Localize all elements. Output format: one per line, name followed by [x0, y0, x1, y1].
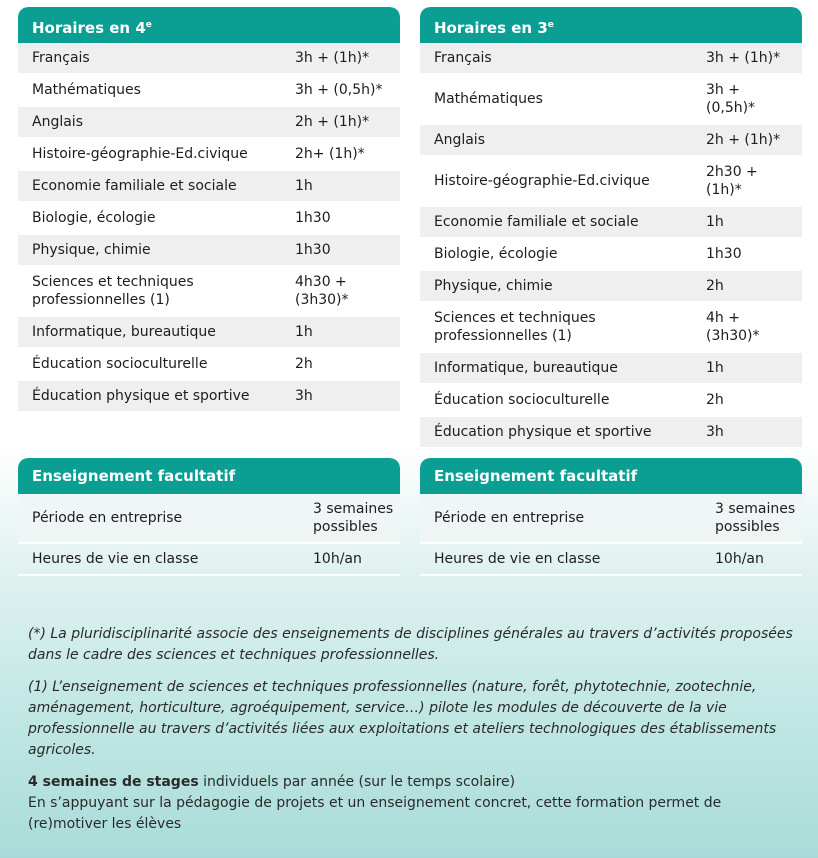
subject-cell: Heures de vie en classe	[434, 551, 601, 567]
footnote-pluridisciplinarity: (*) La pluridisciplinarité associe des enseignements de disciplines générales au travers d’activités proposées dans le cadre des sciences et techniques professionnelles.	[28, 626, 793, 663]
table-row	[18, 107, 400, 139]
subject-cell: Histoire-géographie-Ed.civique	[32, 146, 248, 162]
subject-cell: Physique, chimie	[434, 278, 553, 294]
hours-cell: 3h	[706, 424, 724, 440]
subject-cell: Mathématiques	[434, 91, 543, 107]
stages-bold: 4 semaines de stages	[28, 774, 199, 790]
table-row	[18, 171, 400, 203]
table-row	[420, 303, 802, 353]
schedule-3e-header	[420, 7, 802, 43]
hours-cell: 1h30	[295, 210, 331, 226]
subject-cell: Biologie, écologie	[434, 246, 558, 262]
table-row	[18, 203, 400, 235]
table-row	[420, 125, 802, 157]
subject-cell: Éducation socioculturelle	[434, 392, 610, 408]
subject-cell: Histoire-géographie-Ed.civique	[434, 173, 650, 189]
hours-cell: 10h/an	[715, 551, 764, 567]
table-row	[420, 271, 802, 303]
optional-left-header: Enseignement facultatif	[18, 458, 400, 494]
subject-cell: Physique, chimie	[32, 242, 151, 258]
hours-cell: 3h + (1h)*	[706, 50, 781, 66]
subject-cell: Éducation physique et sportive	[434, 424, 652, 440]
hours-cell: 10h/an	[313, 551, 362, 567]
hours-cell: 1h	[706, 360, 724, 376]
hours-cell: 2h + (1h)*	[706, 132, 781, 148]
hours-cell: 2h30 + (1h)*	[706, 164, 758, 198]
subject-cell: Éducation physique et sportive	[32, 388, 250, 404]
table-row	[420, 207, 802, 239]
table-row	[420, 157, 802, 207]
hours-cell: 3h + (1h)*	[295, 50, 370, 66]
optional-left-rows	[18, 494, 400, 576]
subject-cell: Anglais	[434, 132, 485, 148]
hours-cell: 1h30	[295, 242, 331, 258]
table-row	[18, 75, 400, 107]
schedule-3e-title-sup: e	[547, 20, 554, 30]
footnote-stp: (1) L’enseignement de sciences et techniques professionnelles (nature, forêt, phytotechnie, zootechnie, aménagement, horticulture, agroéquipement, service…) pilote les modules de découverte de la vie professionnelle au travers d’activités liées aux exploitations et ateliers technologiques des établissements agricoles.	[28, 679, 777, 758]
subject-cell: Période en entreprise	[434, 510, 585, 526]
table-row	[18, 494, 400, 544]
hours-cell: 1h	[295, 324, 313, 340]
subject-cell: Informatique, bureautique	[434, 360, 618, 376]
stages-rest: individuels par année (sur le temps scolaire)	[198, 774, 516, 790]
subject-cell: Sciences et techniques professionnelles (1)	[32, 274, 194, 308]
subject-cell: Anglais	[32, 114, 83, 130]
optional-right-card	[420, 458, 802, 576]
schedule-4e-rows	[18, 43, 400, 413]
stages-info	[28, 772, 798, 793]
hours-cell: 4h30 + (3h30)*	[295, 274, 349, 308]
table-row	[18, 267, 400, 317]
hours-cell: 1h	[706, 214, 724, 230]
schedule-3e-title: Horaires en 3	[434, 19, 548, 37]
schedule-4e-header	[18, 7, 400, 43]
subject-cell: Français	[32, 50, 90, 66]
schedule-3e-rows	[420, 43, 802, 449]
hours-cell: 2h	[706, 392, 724, 408]
table-row	[420, 239, 802, 271]
subject-cell: Economie familiale et sociale	[32, 178, 237, 194]
subject-cell: Informatique, bureautique	[32, 324, 216, 340]
table-row	[18, 544, 400, 576]
hours-cell: 2h	[706, 278, 724, 294]
hours-cell: 3h	[295, 388, 313, 404]
table-row	[18, 349, 400, 381]
schedule-4e-title-sup: e	[145, 20, 152, 30]
optional-right-header: Enseignement facultatif	[420, 458, 802, 494]
hours-cell: 2h	[295, 356, 313, 372]
table-row	[18, 381, 400, 413]
subject-cell: Sciences et techniques professionnelles (1)	[434, 310, 596, 344]
table-row	[420, 43, 802, 75]
subject-cell: Français	[434, 50, 492, 66]
subject-cell: Mathématiques	[32, 82, 141, 98]
table-row	[420, 353, 802, 385]
hours-cell: 1h	[295, 178, 313, 194]
schedule-4e-card	[18, 7, 400, 413]
schedule-4e-title: Horaires en 4	[32, 19, 146, 37]
subject-cell: Heures de vie en classe	[32, 551, 199, 567]
table-row	[420, 494, 802, 544]
hours-cell: 3 semaines possibles	[715, 501, 796, 535]
hours-cell: 3h + (0,5h)*	[706, 82, 756, 116]
hours-cell: 2h+ (1h)*	[295, 146, 365, 162]
closing-text: En s’appuyant sur la pédagogie de projets et un enseignement concret, cette formation permet de (re)motiver les élèves	[28, 795, 722, 832]
subject-cell: Biologie, écologie	[32, 210, 156, 226]
subject-cell: Période en entreprise	[32, 510, 183, 526]
table-row	[420, 544, 802, 576]
table-row	[420, 75, 802, 125]
hours-cell: 3 semaines possibles	[313, 501, 394, 535]
schedule-3e-card	[420, 7, 802, 449]
hours-cell: 3h + (0,5h)*	[295, 82, 383, 98]
table-row	[18, 235, 400, 267]
hours-cell: 4h + (3h30)*	[706, 310, 760, 344]
footnotes	[28, 624, 798, 835]
table-row	[18, 139, 400, 171]
subject-cell: Economie familiale et sociale	[434, 214, 639, 230]
table-row	[420, 385, 802, 417]
optional-right-rows	[420, 494, 802, 576]
hours-cell: 1h30	[706, 246, 742, 262]
hours-cell: 2h + (1h)*	[295, 114, 370, 130]
optional-left-card	[18, 458, 400, 576]
table-row	[18, 317, 400, 349]
table-row	[420, 417, 802, 449]
subject-cell: Éducation socioculturelle	[32, 356, 208, 372]
table-row	[18, 43, 400, 75]
